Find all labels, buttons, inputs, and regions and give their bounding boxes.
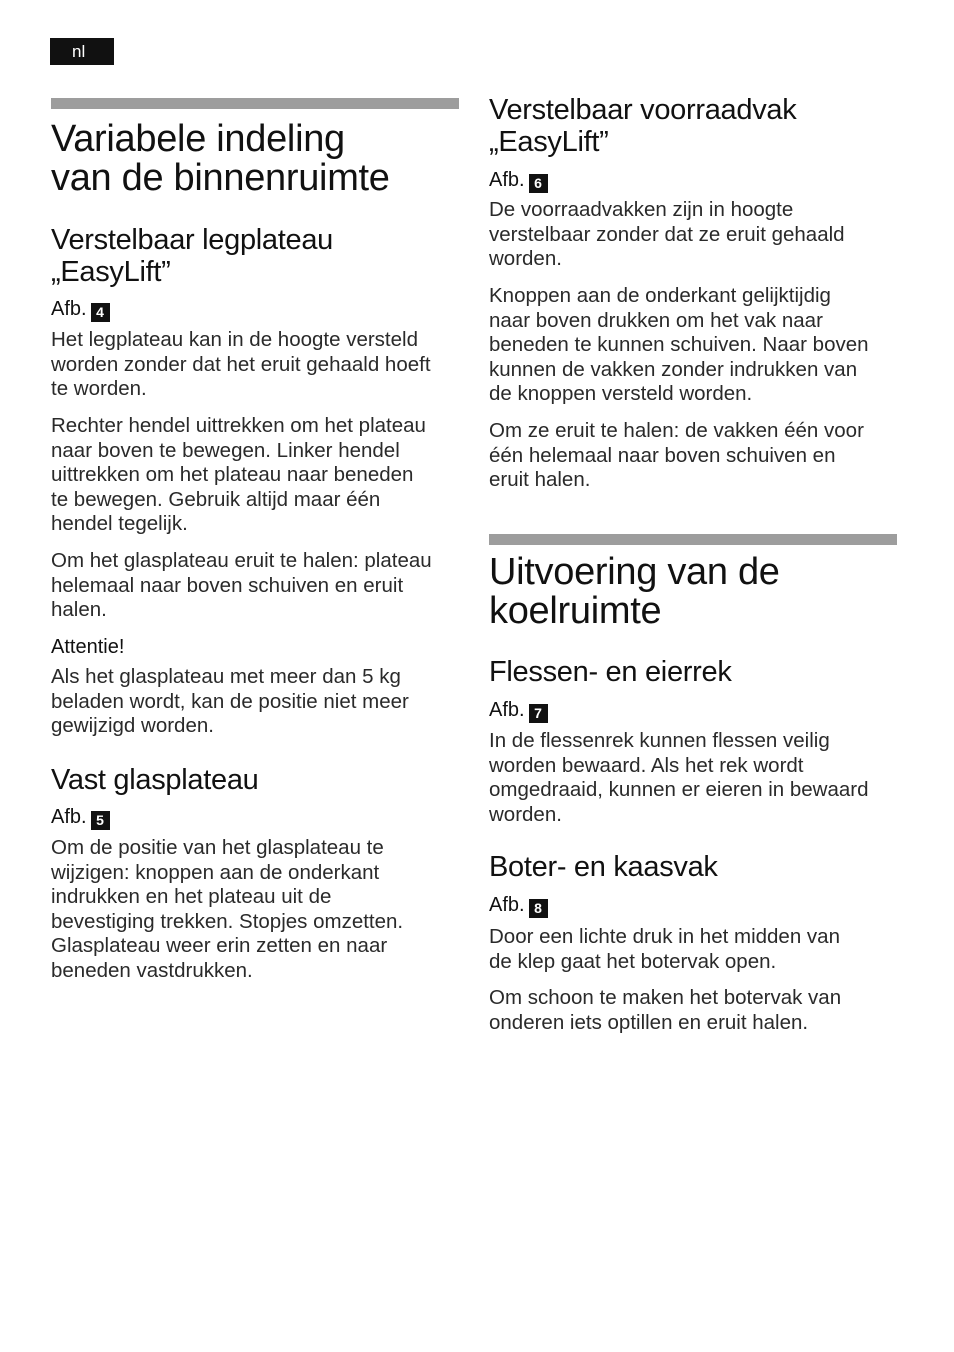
figure-number-box: 5 xyxy=(91,811,110,830)
figure-reference xyxy=(489,168,548,193)
figure-label: Afb. xyxy=(51,806,87,828)
section-title: Uitvoering van de koelruimte xyxy=(489,551,780,632)
paragraph: Knoppen aan de onderkant gelijktijdig naar boven drukken om het vak naar beneden te kunnen schuiven. Naar boven kunnen de vakken zonder indrukken van de knoppen versteld worden. xyxy=(489,284,869,405)
paragraph: Om de positie van het glasplateau te wijzigen: knoppen aan de onderkant indrukken en het plateau uit de bevestiging trekken. Stopjes omzetten. Glasplateau weer erin zetten en naar beneden vastdrukken. xyxy=(51,836,404,982)
paragraph: In de flessenrek kunnen flessen veilig worden bewaard. Als het rek wordt omgedraaid, kunnen er eieren in bewaard worden. xyxy=(489,729,869,826)
section-rule xyxy=(51,98,459,109)
paragraph: Door een lichte druk in het midden van de klep gaat het botervak open. xyxy=(489,925,840,973)
subsection-heading: Boter- en kaasvak xyxy=(489,851,718,883)
paragraph: Rechter hendel uittrekken om het plateau naar boven te bewegen. Linker hendel uittrekken om het plateau naar beneden te bewegen. Gebruik altijd maar één hendel tegelijk. xyxy=(51,414,426,535)
figure-label: Afb. xyxy=(489,699,525,721)
paragraph: De voorraadvakken zijn in hoogte verstelbaar zonder dat ze eruit gehaald worden. xyxy=(489,198,845,270)
figure-reference xyxy=(51,297,110,322)
subsection-heading: Verstelbaar voorraadvak „EasyLift” xyxy=(489,94,797,158)
subsection-heading: Verstelbaar legplateau „EasyLift” xyxy=(51,224,333,288)
paragraph: Als het glasplateau met meer dan 5 kg beladen wordt, kan de positie niet meer gewijzigd worden. xyxy=(51,665,409,737)
figure-number-box: 6 xyxy=(529,174,548,193)
language-tab: nl xyxy=(50,38,114,65)
paragraph: Om het glasplateau eruit te halen: plateau helemaal naar boven schuiven en eruit halen. xyxy=(51,549,432,621)
attention-label: Attentie! xyxy=(51,636,125,658)
figure-number-box: 4 xyxy=(91,303,110,322)
figure-reference xyxy=(489,893,548,918)
section-rule xyxy=(489,534,897,545)
subsection-heading: Vast glasplateau xyxy=(51,764,259,796)
paragraph: Om ze eruit te halen: de vakken één voor één helemaal naar boven schuiven en eruit halen. xyxy=(489,419,864,491)
figure-reference xyxy=(489,698,548,723)
figure-label: Afb. xyxy=(489,169,525,191)
section-title: Variabele indeling van de binnenruimte xyxy=(51,118,390,199)
paragraph: Om schoon te maken het botervak van onderen iets optillen en eruit halen. xyxy=(489,986,842,1034)
figure-number-box: 7 xyxy=(529,704,548,723)
figure-label: Afb. xyxy=(489,894,525,916)
paragraph: Het legplateau kan in de hoogte versteld worden zonder dat het eruit gehaald hoeft te worden. xyxy=(51,328,431,400)
figure-label: Afb. xyxy=(51,298,87,320)
figure-reference xyxy=(51,805,110,830)
figure-number-box: 8 xyxy=(529,899,548,918)
subsection-heading: Flessen- en eierrek xyxy=(489,656,732,688)
